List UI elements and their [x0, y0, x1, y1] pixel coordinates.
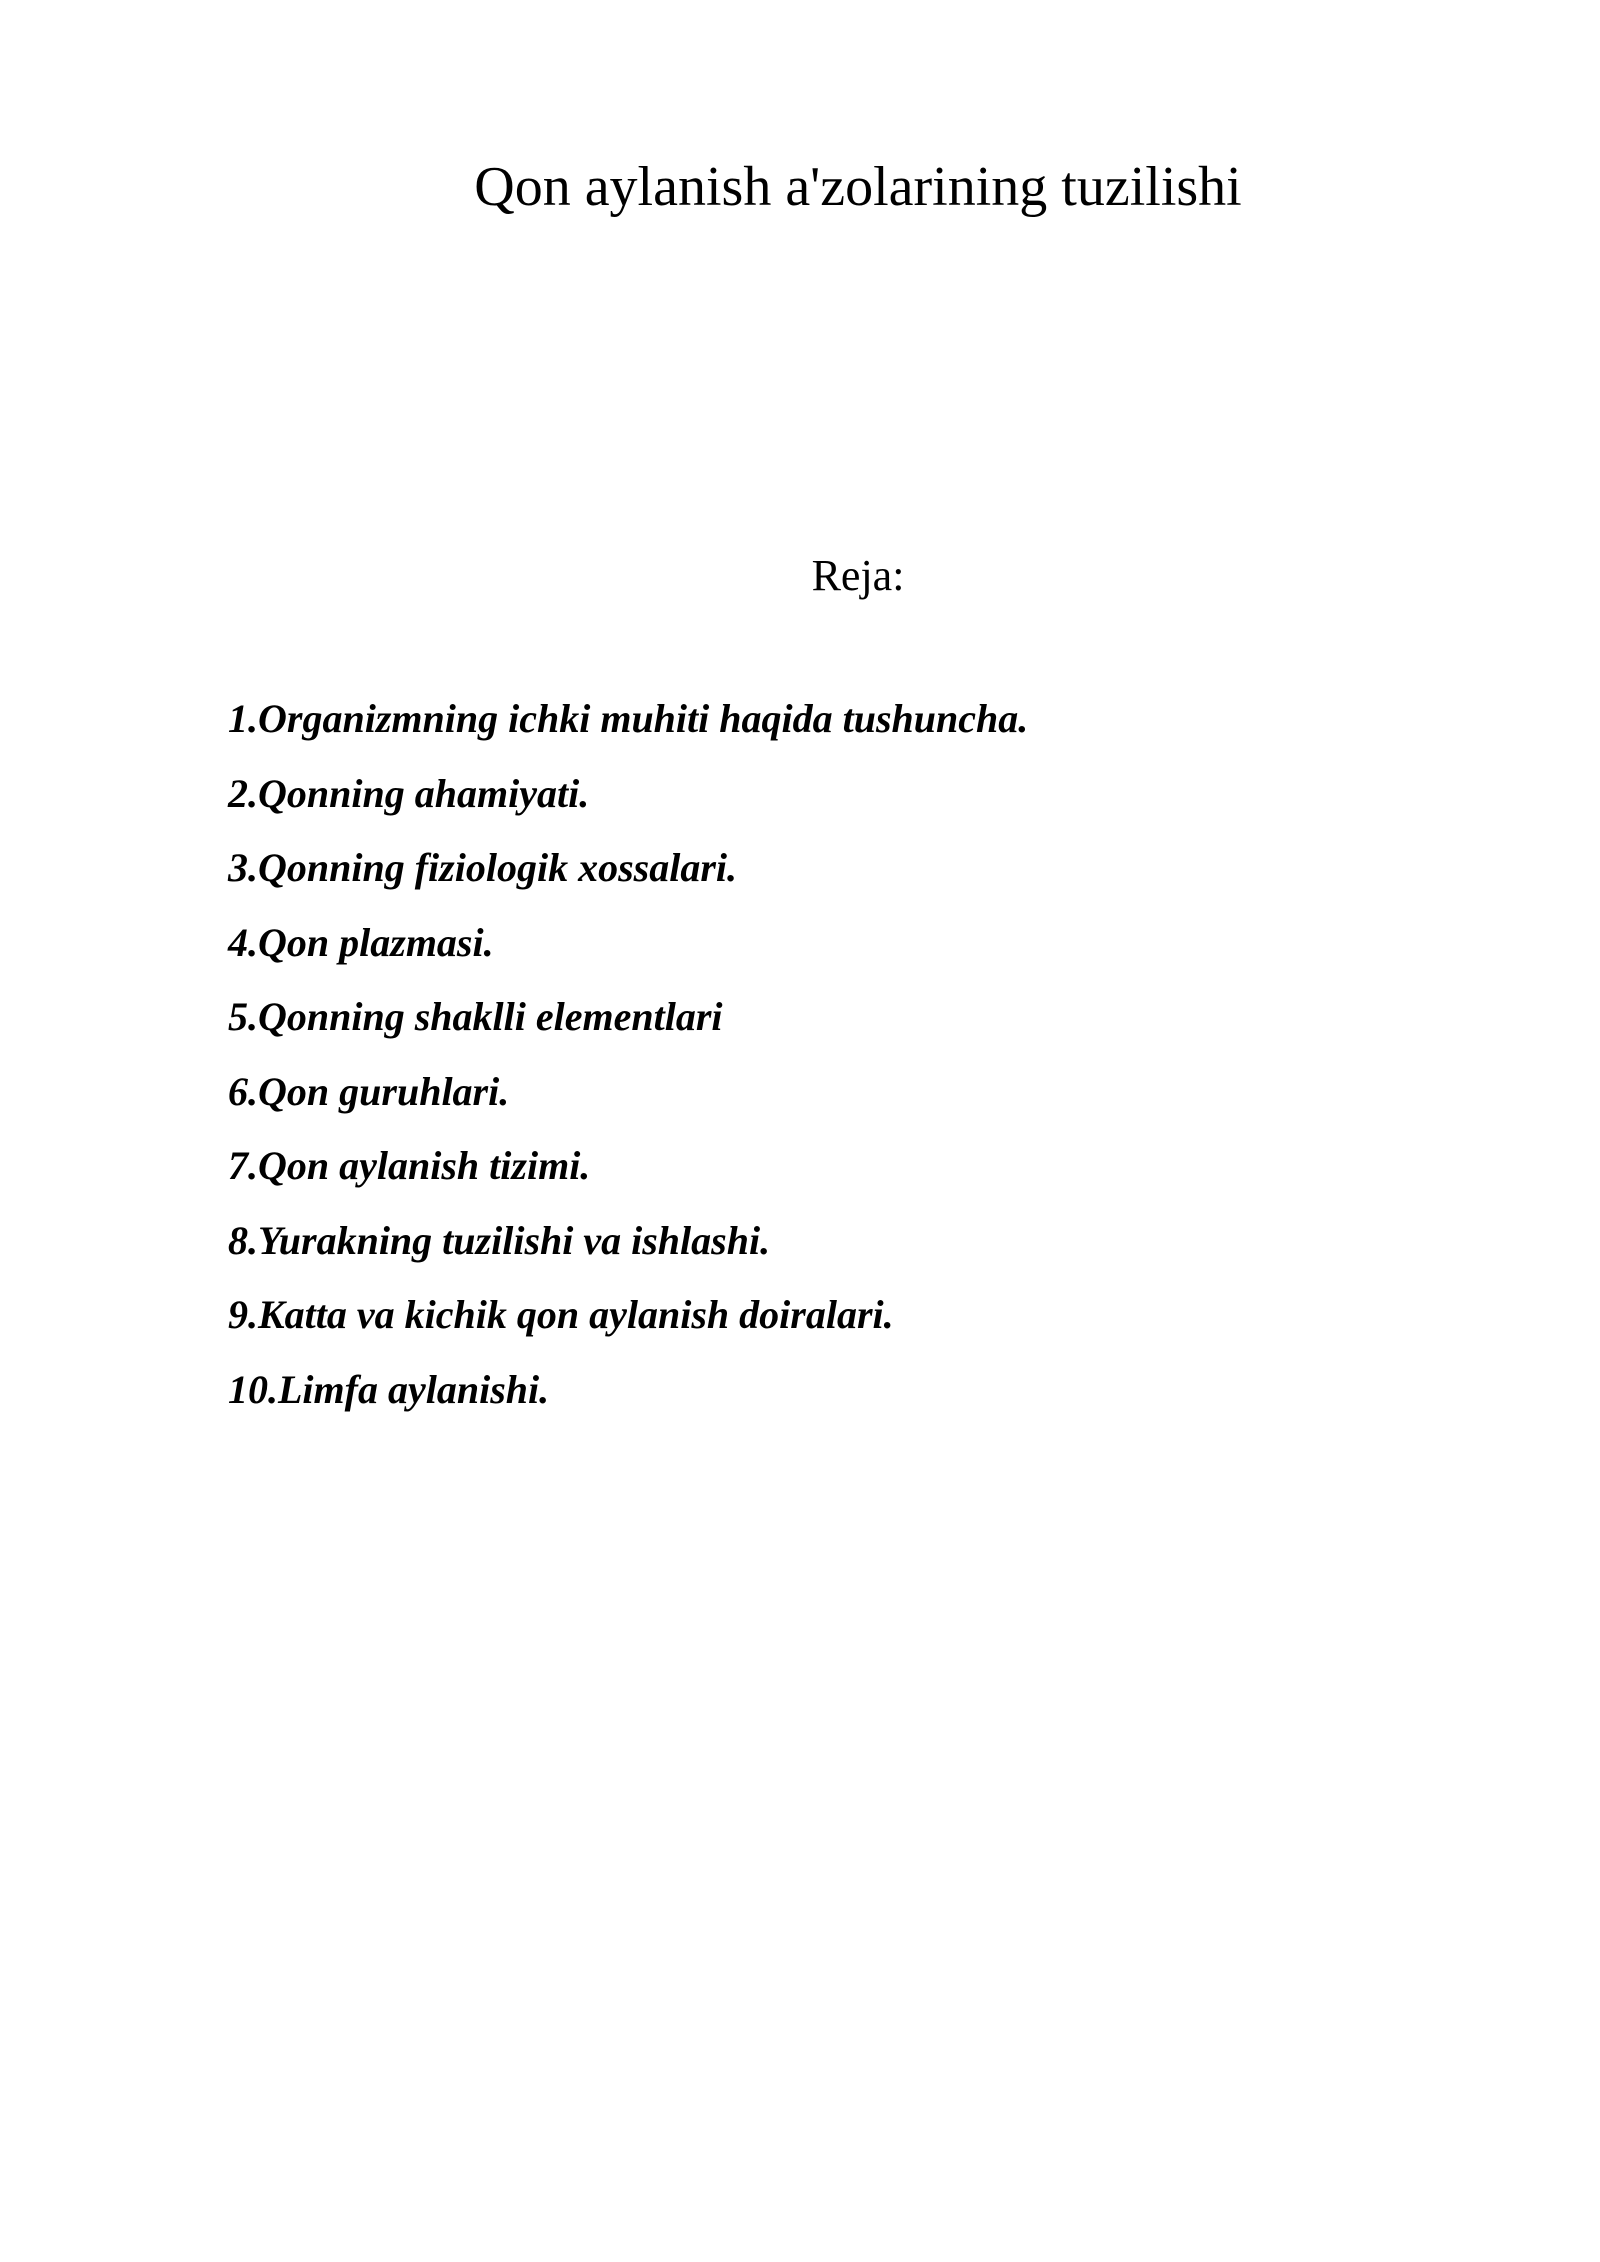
plan-item: 8.Yurakning tuzilishi va ishlashi.: [228, 1217, 771, 1263]
plan-item: 3.Qonning fiziologik xossalari.: [228, 845, 738, 890]
plan-item: 9.Katta va kichik qon aylanish doiralari.: [228, 1292, 894, 1337]
plan-item: 2.Qonning ahamiyati.: [228, 770, 590, 816]
plan-item: 6.Qon guruhlari.: [228, 1068, 510, 1114]
plan-list: [228, 694, 1028, 1439]
document-title: Qon aylanish a'zolarining tuzilishi: [474, 156, 1242, 218]
plan-item: 4.Qon plazmasi.: [228, 919, 494, 965]
plan-item: 1.Organizmning ichki muhiti haqida tushuncha.: [228, 696, 1029, 741]
plan-item: 5.Qonning shaklli elementlari: [228, 994, 723, 1039]
plan-heading: Reja:: [811, 551, 905, 600]
plan-item: 10.Limfa aylanishi.: [228, 1366, 550, 1412]
plan-item: 7.Qon aylanish tizimi.: [228, 1143, 591, 1188]
